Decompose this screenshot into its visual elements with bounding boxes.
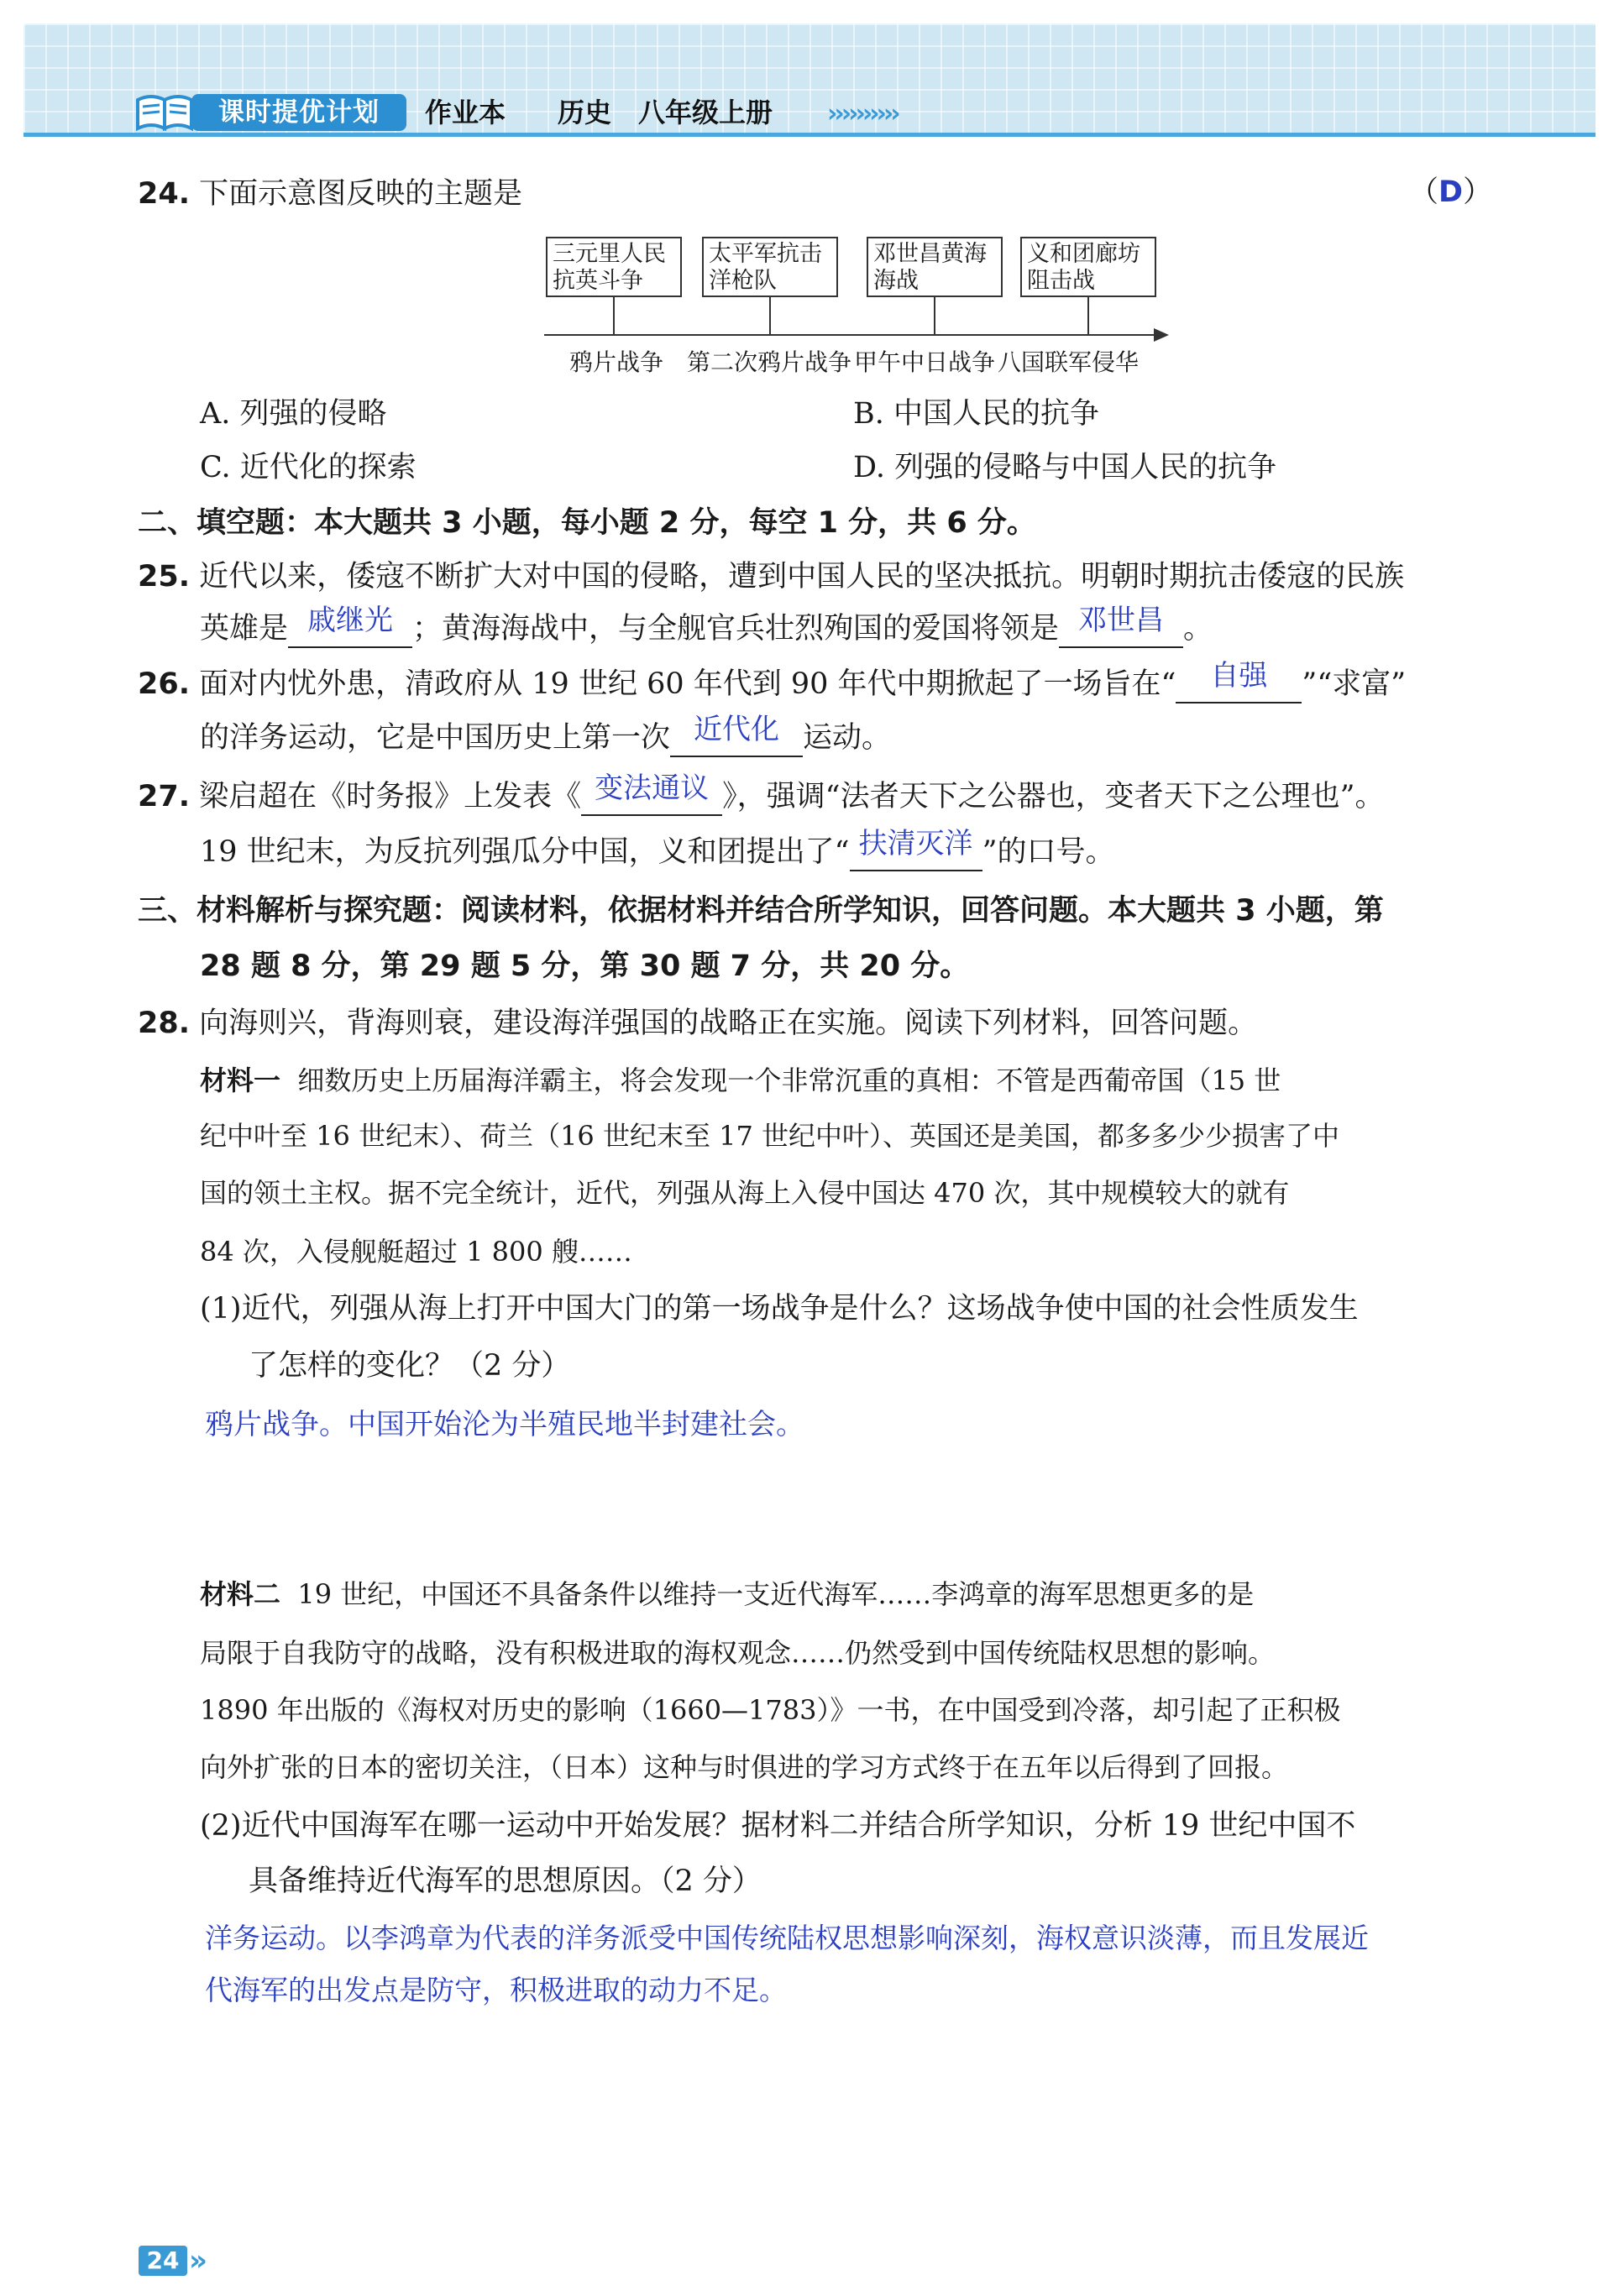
q25-blank-1: 戚继光: [288, 613, 412, 648]
timeline-box: 三元里人民 抗英斗争: [546, 237, 682, 297]
q28-sub1-line2: 了怎样的变化？（2 分）: [249, 1349, 571, 1383]
timeline-tick: [1087, 297, 1089, 334]
q24-option-c: C. 近代化的探索: [200, 451, 417, 484]
material-1-line: 84 次，入侵舰艇超过 1 800 艘……: [200, 1236, 632, 1268]
q24-stem: 24. 下面示意图反映的主题是: [138, 177, 523, 211]
q24-answer: D: [1438, 175, 1464, 209]
q27-blank-2: 扶清灭洋: [850, 836, 982, 871]
timeline-axis: [544, 334, 1159, 336]
q26-line1: 26. 面对内忧外患，清政府从 19 世纪 60 年代到 90 年代中期掀起了一场旨在“ 自强 ”“求富”: [138, 665, 1406, 703]
q24-option-a: A. 列强的侵略: [200, 397, 387, 431]
q26-blank-1: 自强: [1176, 668, 1302, 703]
q26-blank-2: 近代化: [670, 722, 803, 757]
q24-option-d: D. 列强的侵略与中国人民的抗争: [853, 451, 1277, 484]
q28-sub2-line2: 具备维持近代海军的思想原因。（2 分）: [249, 1865, 762, 1898]
timeline-label: 鸦片战争: [569, 348, 664, 376]
timeline-label: 甲午中日战争: [854, 348, 996, 376]
book-type: 作业本: [425, 97, 506, 128]
q26-line2: 的洋务运动，它是中国历史上第一次 近代化 运动。: [200, 719, 891, 757]
timeline-box: 太平军抗击 洋枪队: [702, 237, 838, 297]
material-1-line: 材料一 细数历史上历届海洋霸主，将会发现一个非常沉重的真相：不管是西葡帝国（15 世: [200, 1064, 1281, 1096]
subject: 历史: [558, 97, 612, 128]
q28-sub1-answer: 鸦片战争。中国开始沦为半殖民地半封建社会。: [205, 1408, 804, 1441]
material-2-line: 局限于自我防守的战略，没有积极进取的海权观念……仍然受到中国传统陆权思想的影响。: [200, 1637, 1276, 1669]
material-2-line: 向外扩张的日本的密切关注，（日本）这种与时俱进的学习方式终于在五年以后得到了回报。: [200, 1751, 1289, 1783]
timeline-tick: [769, 297, 771, 334]
q28-sub2-line1: (2)近代中国海军在哪一运动中开始发展？据材料二并结合所学知识，分析 19 世纪中国不: [200, 1809, 1356, 1843]
page-number: 24: [139, 2246, 187, 2276]
material-1-label: 材料一: [200, 1064, 281, 1096]
section3-title-line2: 28 题 8 分，第 29 题 5 分，第 30 题 7 分，共 20 分。: [200, 949, 970, 983]
q28-stem: 28. 向海则兴，背海则衰，建设海洋强国的战略正在实施。阅读下列材料，回答问题。: [138, 1007, 1258, 1040]
material-2-line: 材料二 19 世纪，中国还不具备条件以维持一支近代海军……李鸿章的海军思想更多的是: [200, 1578, 1255, 1610]
timeline-tick: [934, 297, 935, 334]
timeline-label: 八国联军侵华: [998, 348, 1140, 376]
timeline-label: 第二次鸦片战争: [687, 348, 852, 376]
q27-line2: 19 世纪末，为反抗列强瓜分中国，义和团提出了“ 扶清灭洋 ”的口号。: [200, 833, 1114, 871]
q28-sub1-line1: (1)近代，列强从海上打开中国大门的第一场战争是什么？这场战争使中国的社会性质发生: [200, 1292, 1359, 1326]
q28-sub2-answer-line1: 洋务运动。以李鸿章为代表的洋务派受中国传统陆权思想影响深刻，海权意识淡薄，而且发展近: [205, 1922, 1369, 1954]
timeline-box: 邓世昌黄海 海战: [867, 237, 1003, 297]
header-chevrons: ››››››››››: [827, 99, 898, 128]
section3-title-line1: 三、材料解析与探究题：阅读材料，依据材料并结合所学知识，回答问题。本大题共 3 小题，第: [138, 894, 1384, 928]
q24-option-b: B. 中国人民的抗争: [853, 397, 1099, 431]
q25-line2: 英雄是 戚继光 ；黄海海战中，与全舰官兵壮烈殉国的爱国将领是 邓世昌 。: [200, 609, 1213, 648]
series-title: 课时提优计划: [191, 94, 406, 131]
material-2-line: 1890 年出版的《海权对历史的影响（1660—1783）》一书，在中国受到冷落，却引起了正积极: [200, 1694, 1341, 1726]
grade: 八年级上册: [638, 97, 773, 128]
material-2-label: 材料二: [200, 1578, 281, 1610]
q28-sub2-answer-line2: 代海军的出发点是防守，积极进取的动力不足。: [205, 1974, 787, 2006]
section2-title: 二、填空题：本大题共 3 小题，每小题 2 分，每空 1 分，共 6 分。: [138, 506, 1036, 540]
material-1-line: 纪中叶至 16 世纪末）、荷兰（16 世纪末至 17 世纪中叶）、英国还是美国，都多多少少损害了中: [200, 1120, 1340, 1152]
q27-line1: 27. 梁启超在《时务报》上发表《 变法通议 》，强调“法者天下之公器也，变者天下之公理也”。: [138, 777, 1384, 816]
q27-blank-1: 变法通议: [581, 781, 722, 816]
timeline-box: 义和团廊坊 阻击战: [1020, 237, 1156, 297]
header-stripe: [24, 133, 1595, 137]
open-book-icon: [134, 88, 195, 132]
q24-answer-bracket: （D）: [1409, 175, 1493, 209]
q25-blank-2: 邓世昌: [1059, 613, 1183, 648]
timeline-arrow-icon: [1154, 328, 1169, 342]
material-1-line: 国的领土主权。据不完全统计，近代，列强从海上入侵中国达 470 次，其中规模较大的就有: [200, 1177, 1290, 1209]
q25-line1: 25. 近代以来，倭寇不断扩大对中国的侵略，遭到中国人民的坚决抵抗。明朝时期抗击倭寇的民族: [138, 560, 1405, 594]
page-chevron-icon: ››: [189, 2244, 203, 2278]
timeline-tick: [613, 297, 615, 334]
